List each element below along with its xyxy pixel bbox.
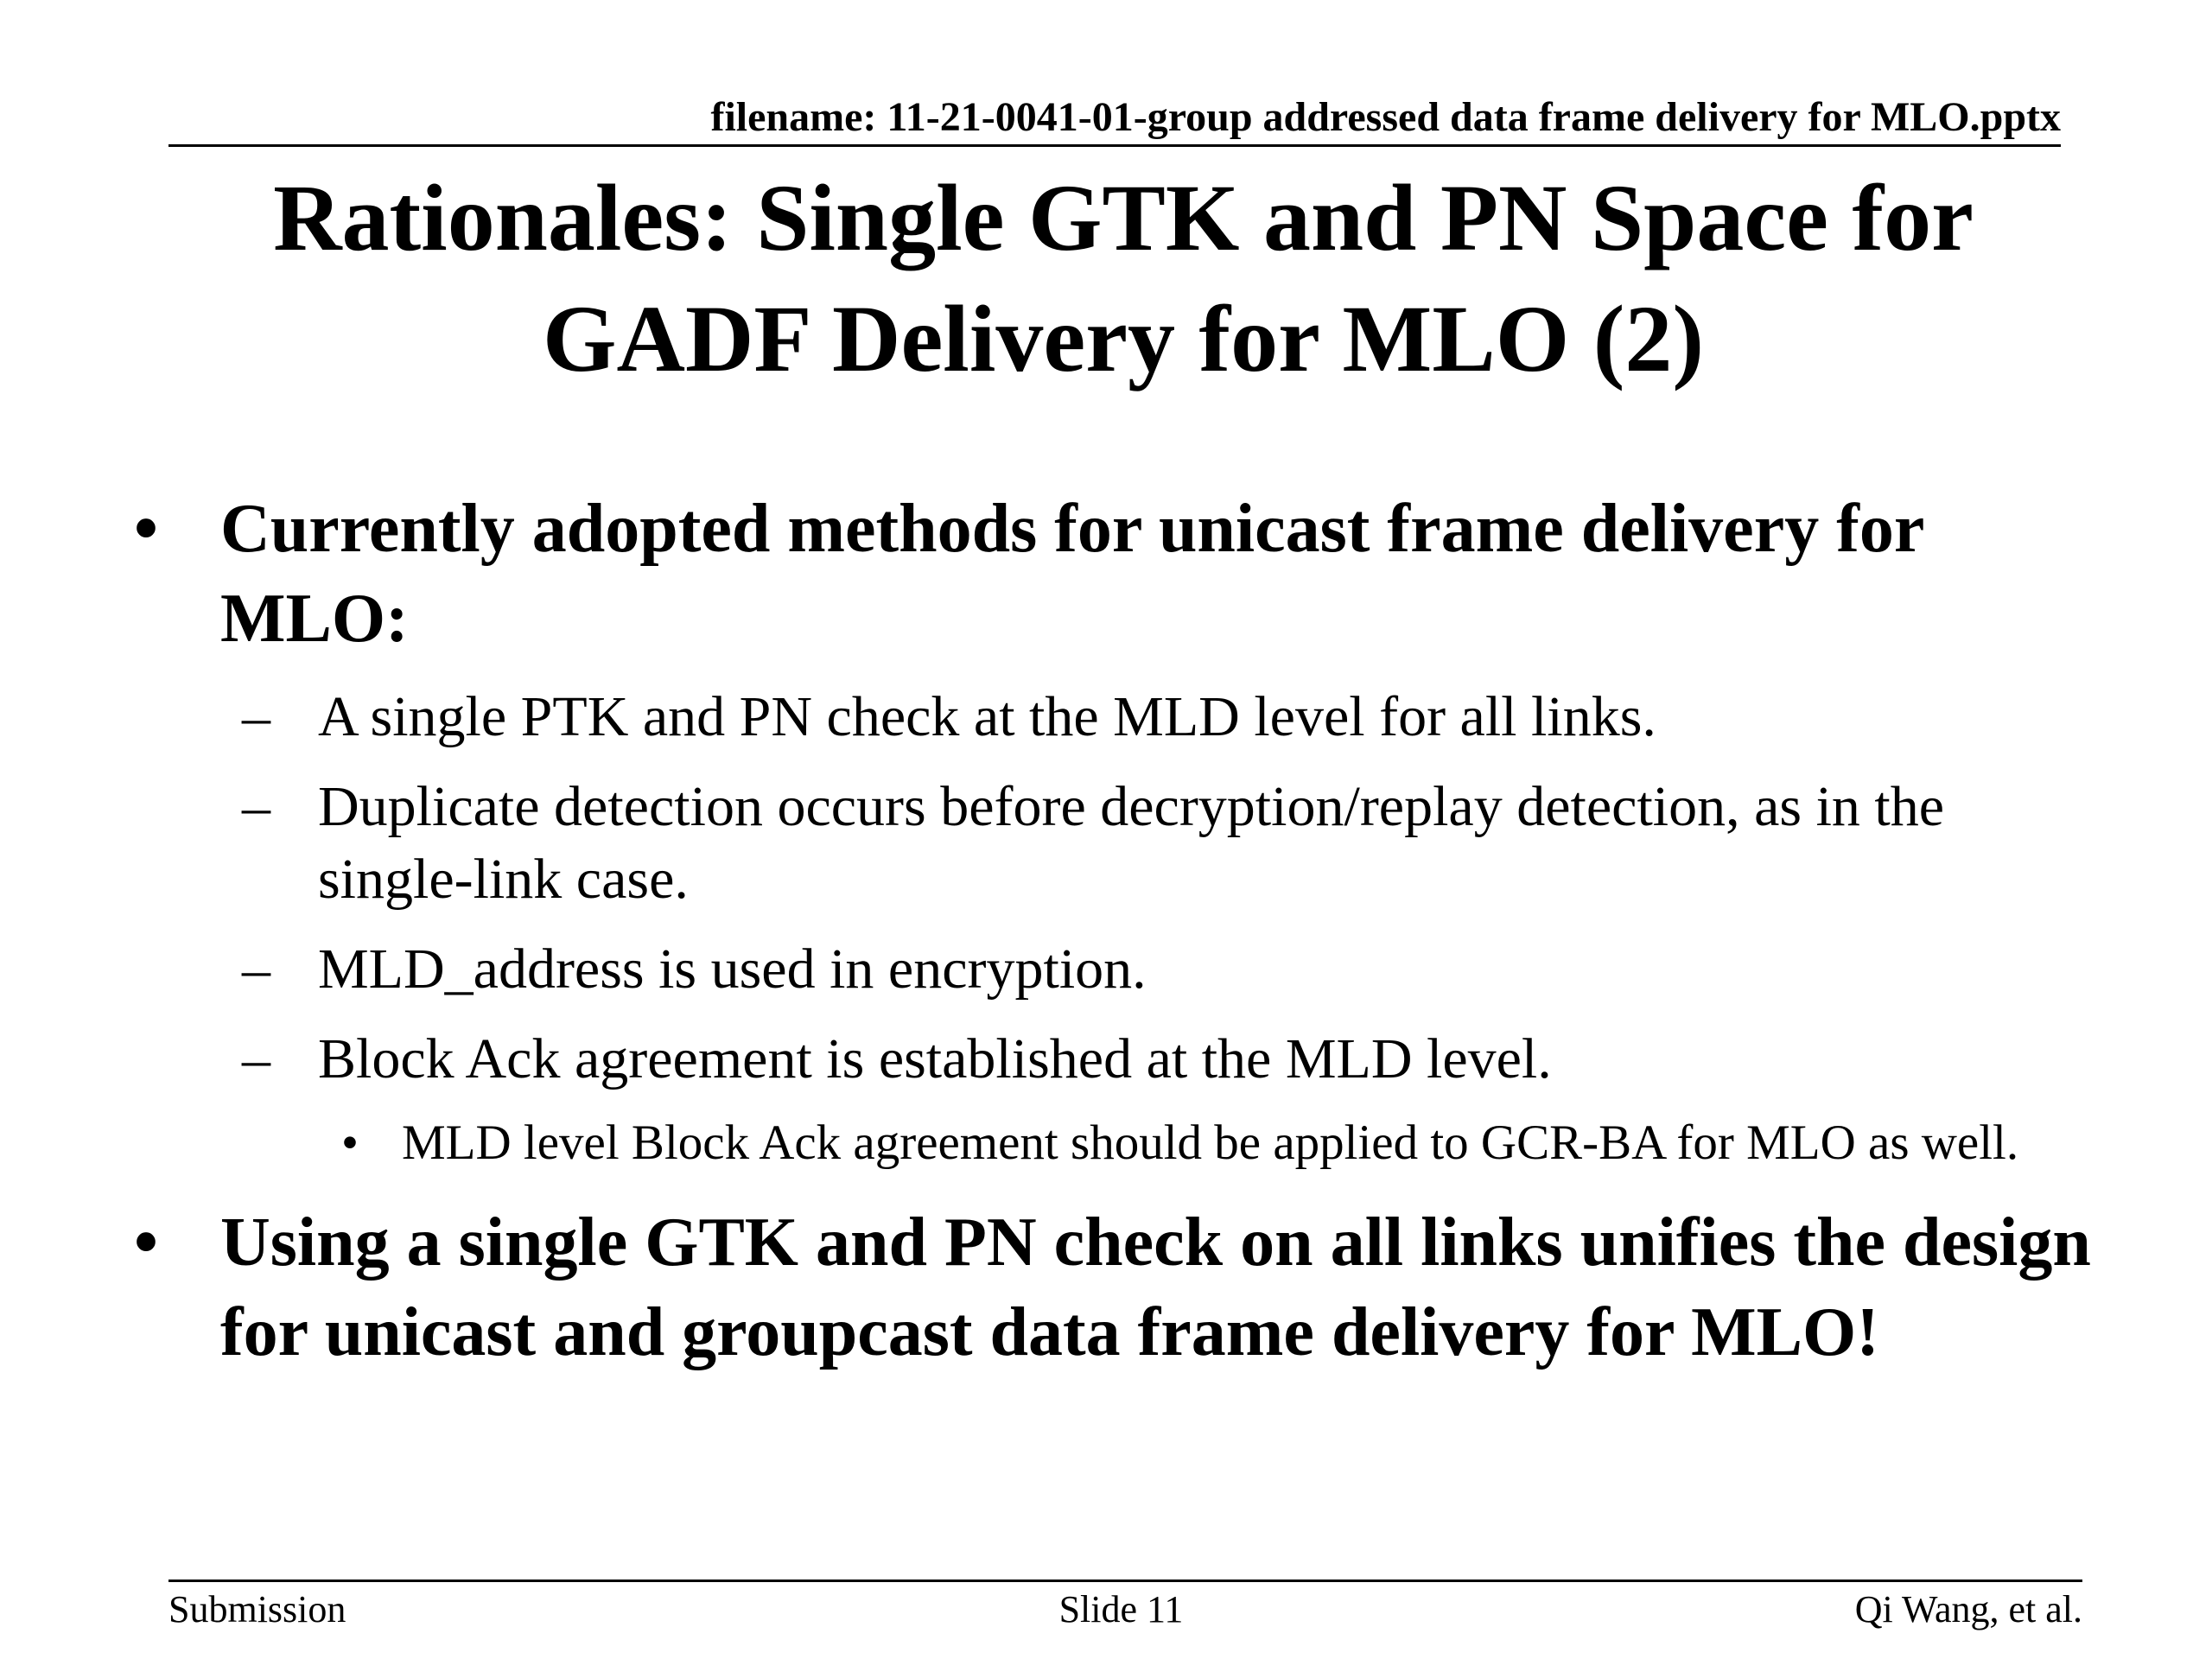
- sub-bullet-item: [130, 681, 2100, 753]
- sub-sub-bullet-text: MLD level Block Ack agreement should be applied to GCR-BA for MLO as well.: [402, 1116, 2019, 1170]
- slide-title: [173, 157, 2074, 399]
- header-divider: [168, 144, 2061, 147]
- footer-divider: [168, 1580, 2082, 1582]
- slide-body: [130, 484, 2100, 1377]
- bullet-item: [130, 484, 2100, 664]
- footer-submission: Submission: [168, 1588, 346, 1630]
- header-filename: filename: 11-21-0041-01-group addressed data frame delivery for MLO.pptx: [710, 94, 2061, 140]
- footer-author: Qi Wang, et al.: [1854, 1588, 2082, 1630]
- sub-bullet-text: A single PTK and PN check at the MLD level for all links.: [318, 685, 1656, 748]
- dash-icon: –: [242, 685, 270, 748]
- bullet-item: [130, 1198, 2100, 1377]
- dash-icon: –: [242, 938, 270, 1001]
- sub-bullet-text: Duplicate detection occurs before decryption/replay detection, as in the single-link case.: [318, 775, 1945, 911]
- dash-icon: –: [242, 1027, 270, 1090]
- sub-bullet-item: [130, 771, 2100, 916]
- bullet-text: Using a single GTK and PN check on all links unifies the design for unicast and groupcast data frame delivery for MLO!: [220, 1205, 2091, 1370]
- footer-slide-number: Slide 11: [1058, 1588, 1184, 1630]
- sub-bullet-text: MLD_address is used in encryption.: [318, 938, 1147, 1001]
- sub-bullet-text: Block Ack agreement is established at the MLD level.: [318, 1027, 1552, 1090]
- bullet-icon: •: [134, 1205, 159, 1281]
- dash-icon: –: [242, 775, 270, 838]
- bullet-icon: •: [134, 491, 159, 567]
- bullet-icon: •: [341, 1116, 359, 1170]
- bullet-text: Currently adopted methods for unicast frame delivery for MLO:: [220, 491, 1923, 657]
- sub-sub-bullet-item: [130, 1109, 2100, 1177]
- slide-title-line-1: Rationales: Single GTK and PN Space for: [273, 165, 1974, 270]
- slide-title-line-2: GADF Delivery for MLO (2): [542, 286, 1705, 391]
- sub-bullet-item: [130, 1023, 2100, 1096]
- sub-bullet-item: [130, 933, 2100, 1006]
